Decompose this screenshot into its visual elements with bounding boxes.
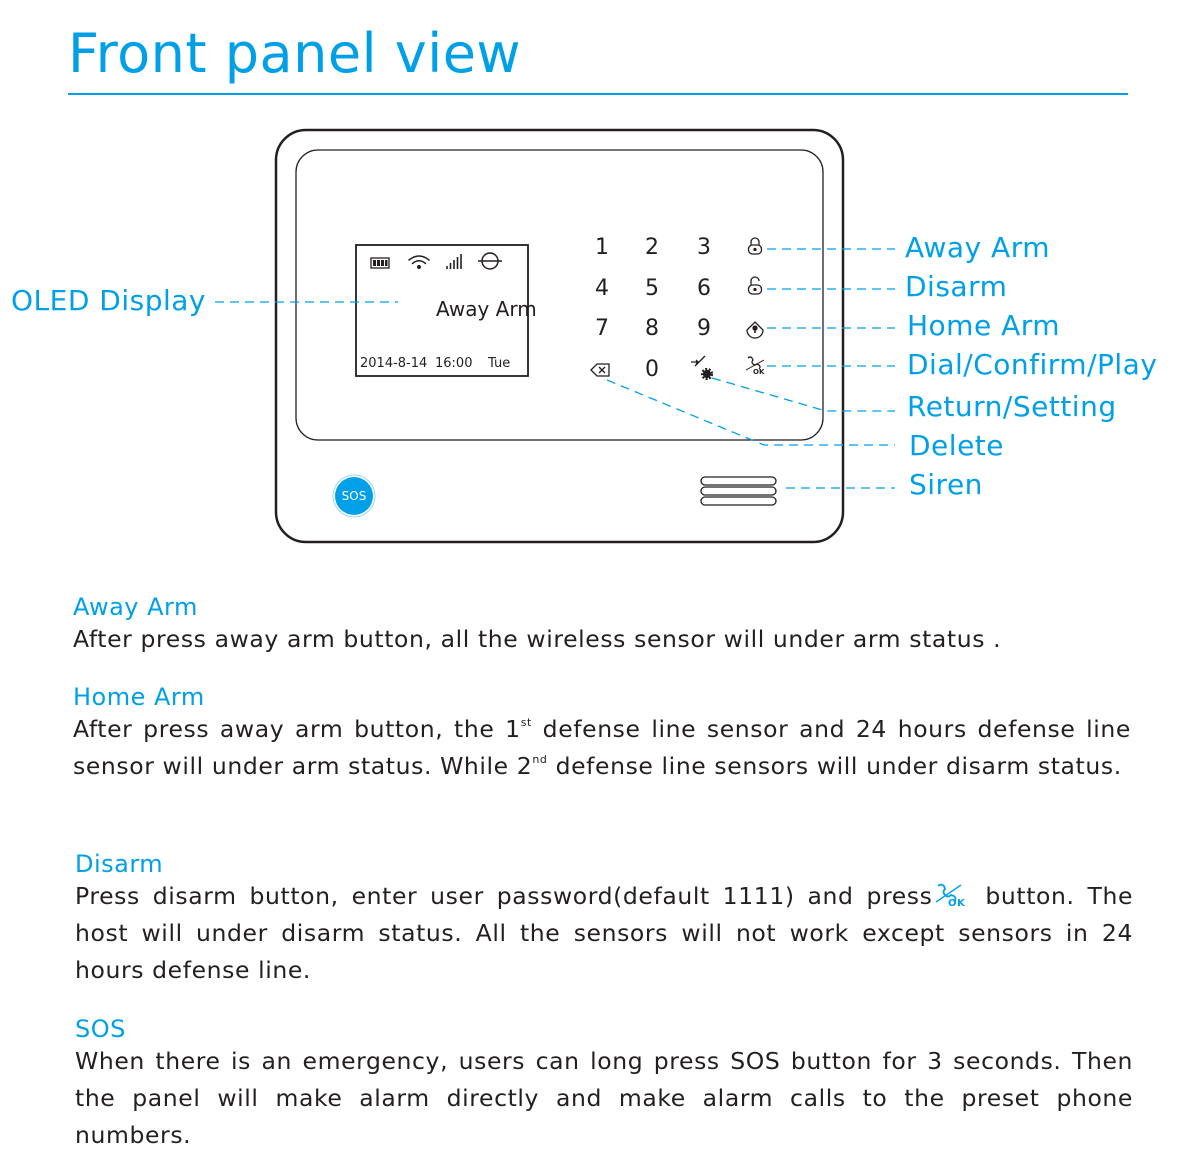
sos-button[interactable]: SOS <box>335 477 373 515</box>
section-disarm <box>75 850 1133 989</box>
lock-open-icon <box>749 277 762 294</box>
key-1[interactable]: 1 <box>595 235 609 260</box>
callout-oled-display: OLED Display <box>11 284 206 317</box>
touch-panel <box>296 150 823 440</box>
callout-return-setting: Return/Setting <box>907 390 1117 423</box>
return-gear-icon <box>691 356 712 379</box>
callout-siren: Siren <box>909 468 983 501</box>
callout-away-arm: Away Arm <box>905 231 1050 264</box>
oled-date: 2014-8-14 <box>360 356 428 371</box>
oled-day: Tue <box>488 356 511 371</box>
key-6[interactable]: 6 <box>697 276 711 301</box>
key-8[interactable]: 8 <box>645 316 659 341</box>
section-away-arm <box>73 593 1131 658</box>
leader-lines <box>215 249 895 488</box>
siren-grille <box>701 477 776 505</box>
section-heading: Away Arm <box>73 593 198 621</box>
phone-ok-icon <box>746 357 765 376</box>
section-heading: SOS <box>75 1015 126 1043</box>
callout-dial-confirm-play: Dial/Confirm/Play <box>907 348 1158 381</box>
key-5[interactable]: 5 <box>645 276 659 301</box>
battery-icon <box>371 258 389 268</box>
section-text: After press away arm button, all the wireless sensor will under arm status . <box>73 625 1002 653</box>
callout-home-arm: Home Arm <box>907 309 1061 342</box>
svg-text:OK: OK <box>753 368 765 376</box>
key-3[interactable]: 3 <box>697 235 711 260</box>
page-title: Front panel view <box>68 22 522 85</box>
signal-icon <box>447 254 461 269</box>
home-lock-icon <box>747 322 763 338</box>
oled-time: 16:00 <box>435 356 473 371</box>
callout-delete: Delete <box>909 429 1004 462</box>
key-9[interactable]: 9 <box>697 316 711 341</box>
globe-icon <box>478 253 502 269</box>
phone-ok-icon <box>935 880 967 908</box>
wifi-icon <box>409 256 429 268</box>
backspace-icon <box>591 364 609 376</box>
lock-closed-icon <box>749 238 762 254</box>
key-4[interactable]: 4 <box>595 276 609 301</box>
key-0[interactable]: 0 <box>645 357 659 382</box>
section-text: Press disarm button, enter user password(default 1111) and press OK button. The host will under disarm status. All the sensors will not work except sensors in 24 hours defense line. <box>75 882 1134 984</box>
section-text: When there is an emergency, users can long press SOS button for 3 seconds. Then the panel will make alarm directly and make alarm calls to the preset phone numbers. <box>75 1047 1133 1149</box>
section-sos <box>75 1015 1133 1154</box>
section-heading: Disarm <box>75 850 164 878</box>
section-heading: Home Arm <box>73 683 205 711</box>
section-home-arm <box>73 683 1131 785</box>
callout-disarm: Disarm <box>905 270 1008 303</box>
key-7[interactable]: 7 <box>595 316 609 341</box>
oled-status-text: Away Arm <box>436 297 537 321</box>
section-text: After press away arm button, the 1st defense line sensor and 24 hours defense line sensor will under arm status. While 2nd defense line sensors will under disarm status. <box>73 715 1131 780</box>
key-2[interactable]: 2 <box>645 235 659 260</box>
svg-text:OK: OK <box>947 898 965 908</box>
